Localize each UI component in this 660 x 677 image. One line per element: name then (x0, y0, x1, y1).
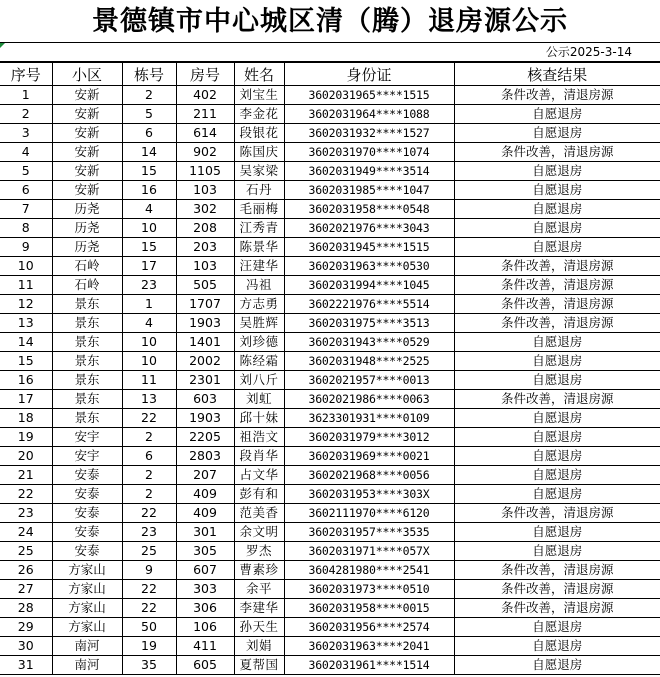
cell-index: 5 (0, 162, 52, 181)
cell-index: 26 (0, 561, 52, 580)
cell-community: 景东 (52, 371, 122, 390)
cell-index: 2 (0, 105, 52, 124)
table-row (0, 219, 660, 238)
cell-community: 安泰 (52, 504, 122, 523)
cell-result: 自愿退房 (454, 352, 660, 371)
cell-building: 6 (122, 124, 176, 143)
cell-building: 35 (122, 656, 176, 675)
table-row (0, 257, 660, 276)
cell-building: 15 (122, 238, 176, 257)
cell-id-number: 3602221976****5514 (284, 295, 454, 314)
cell-room: 1105 (176, 162, 234, 181)
cell-community: 历尧 (52, 200, 122, 219)
cell-room: 306 (176, 599, 234, 618)
header-index: 序号 (0, 63, 52, 86)
cell-name: 邱十妹 (234, 409, 284, 428)
cell-community: 安宇 (52, 428, 122, 447)
table-row (0, 390, 660, 409)
cell-result: 条件改善，清退房源 (454, 257, 660, 276)
cell-id-number: 3602031948****2525 (284, 352, 454, 371)
cell-room: 207 (176, 466, 234, 485)
cell-community: 景东 (52, 352, 122, 371)
cell-id-number: 3602031949****3514 (284, 162, 454, 181)
cell-room: 2002 (176, 352, 234, 371)
cell-community: 历尧 (52, 219, 122, 238)
cell-result: 条件改善，清退房源 (454, 295, 660, 314)
table-row (0, 200, 660, 219)
cell-community: 方家山 (52, 618, 122, 637)
cell-id-number: 3602021986****0063 (284, 390, 454, 409)
table-row (0, 428, 660, 447)
cell-community: 安新 (52, 124, 122, 143)
cell-index: 15 (0, 352, 52, 371)
cell-index: 3 (0, 124, 52, 143)
cell-community: 安泰 (52, 466, 122, 485)
cell-building: 4 (122, 200, 176, 219)
cell-id-number: 3602031963****2041 (284, 637, 454, 656)
cell-id-number: 3602031964****1088 (284, 105, 454, 124)
header-room: 房号 (176, 63, 234, 86)
cell-building: 2 (122, 485, 176, 504)
cell-room: 302 (176, 200, 234, 219)
cell-room: 411 (176, 637, 234, 656)
cell-room: 303 (176, 580, 234, 599)
cell-index: 11 (0, 276, 52, 295)
cell-building: 5 (122, 105, 176, 124)
cell-result: 自愿退房 (454, 105, 660, 124)
cell-name: 李金花 (234, 105, 284, 124)
table-row (0, 447, 660, 466)
table-row (0, 599, 660, 618)
table-row (0, 485, 660, 504)
cell-index: 8 (0, 219, 52, 238)
cell-index: 28 (0, 599, 52, 618)
cell-building: 6 (122, 447, 176, 466)
cell-result: 自愿退房 (454, 523, 660, 542)
cell-building: 10 (122, 333, 176, 352)
cell-name: 毛丽梅 (234, 200, 284, 219)
cell-building: 22 (122, 599, 176, 618)
cell-room: 301 (176, 523, 234, 542)
cell-result: 条件改善，清退房源 (454, 504, 660, 523)
cell-name: 余平 (234, 580, 284, 599)
table-row (0, 371, 660, 390)
cell-room: 2205 (176, 428, 234, 447)
cell-room: 203 (176, 238, 234, 257)
cell-room: 211 (176, 105, 234, 124)
cell-room: 902 (176, 143, 234, 162)
cell-result: 自愿退房 (454, 485, 660, 504)
header-row (0, 63, 660, 86)
cell-name: 罗杰 (234, 542, 284, 561)
cell-id-number: 3602031965****1515 (284, 86, 454, 105)
cell-index: 22 (0, 485, 52, 504)
cell-result: 自愿退房 (454, 409, 660, 428)
header-community: 小区 (52, 63, 122, 86)
cell-community: 安新 (52, 105, 122, 124)
cell-building: 23 (122, 276, 176, 295)
date-cell (0, 43, 660, 62)
cell-community: 景东 (52, 409, 122, 428)
cell-id-number: 3602031958****0015 (284, 599, 454, 618)
cell-id-number: 3623301931****0109 (284, 409, 454, 428)
cell-id-number: 3602031979****3012 (284, 428, 454, 447)
cell-building: 15 (122, 162, 176, 181)
cell-id-number: 3602031961****1514 (284, 656, 454, 675)
table-row (0, 637, 660, 656)
cell-name: 占文华 (234, 466, 284, 485)
cell-id-number: 3602031973****0510 (284, 580, 454, 599)
cell-result: 自愿退房 (454, 637, 660, 656)
cell-index: 9 (0, 238, 52, 257)
cell-result: 自愿退房 (454, 466, 660, 485)
table-row (0, 276, 660, 295)
cell-index: 7 (0, 200, 52, 219)
cell-room: 103 (176, 181, 234, 200)
cell-result: 自愿退房 (454, 618, 660, 637)
cell-community: 历尧 (52, 238, 122, 257)
cell-index: 19 (0, 428, 52, 447)
cell-index: 4 (0, 143, 52, 162)
cell-community: 方家山 (52, 580, 122, 599)
table-row (0, 124, 660, 143)
cell-index: 1 (0, 86, 52, 105)
cell-name: 陈景华 (234, 238, 284, 257)
cell-id-number: 3602031970****1074 (284, 143, 454, 162)
cell-name: 石丹 (234, 181, 284, 200)
cell-building: 10 (122, 219, 176, 238)
cell-building: 25 (122, 542, 176, 561)
cell-index: 30 (0, 637, 52, 656)
cell-name: 刘八斤 (234, 371, 284, 390)
cell-building: 1 (122, 295, 176, 314)
table-row (0, 143, 660, 162)
cell-result: 条件改善，清退房源 (454, 86, 660, 105)
cell-community: 景东 (52, 390, 122, 409)
cell-name: 刘娟 (234, 637, 284, 656)
cell-community: 安泰 (52, 542, 122, 561)
cell-community: 方家山 (52, 599, 122, 618)
cell-community: 景东 (52, 295, 122, 314)
table-row (0, 409, 660, 428)
cell-building: 22 (122, 504, 176, 523)
cell-name: 江秀青 (234, 219, 284, 238)
cell-room: 614 (176, 124, 234, 143)
cell-result: 自愿退房 (454, 238, 660, 257)
cell-result: 自愿退房 (454, 333, 660, 352)
table-row (0, 504, 660, 523)
cell-building: 19 (122, 637, 176, 656)
cell-result: 条件改善，清退房源 (454, 390, 660, 409)
cell-room: 1401 (176, 333, 234, 352)
cell-building: 11 (122, 371, 176, 390)
cell-community: 景东 (52, 314, 122, 333)
table-row (0, 580, 660, 599)
cell-index: 23 (0, 504, 52, 523)
cell-name: 冯祖 (234, 276, 284, 295)
cell-id-number: 3602031957****3535 (284, 523, 454, 542)
cell-indicator-mark (0, 43, 5, 48)
cell-id-number: 3602031971****057X (284, 542, 454, 561)
cell-name: 陈经霜 (234, 352, 284, 371)
cell-result: 自愿退房 (454, 124, 660, 143)
cell-index: 12 (0, 295, 52, 314)
cell-id-number: 3602031969****0021 (284, 447, 454, 466)
cell-name: 陈国庆 (234, 143, 284, 162)
cell-name: 段银花 (234, 124, 284, 143)
table-row (0, 162, 660, 181)
cell-building: 2 (122, 466, 176, 485)
cell-building: 14 (122, 143, 176, 162)
cell-name: 曹素珍 (234, 561, 284, 580)
cell-index: 18 (0, 409, 52, 428)
cell-room: 1903 (176, 409, 234, 428)
cell-result: 条件改善，清退房源 (454, 580, 660, 599)
cell-building: 17 (122, 257, 176, 276)
table-row (0, 523, 660, 542)
table-row (0, 542, 660, 561)
table-row (0, 561, 660, 580)
header-id-number: 身份证 (284, 63, 454, 86)
cell-index: 17 (0, 390, 52, 409)
cell-community: 南河 (52, 637, 122, 656)
cell-community: 安新 (52, 143, 122, 162)
header-building: 栋号 (122, 63, 176, 86)
cell-id-number: 3602031943****0529 (284, 333, 454, 352)
cell-name: 李建华 (234, 599, 284, 618)
cell-index: 21 (0, 466, 52, 485)
cell-index: 29 (0, 618, 52, 637)
cell-room: 1707 (176, 295, 234, 314)
cell-id-number: 3602111970****6120 (284, 504, 454, 523)
cell-building: 4 (122, 314, 176, 333)
cell-result: 自愿退房 (454, 542, 660, 561)
cell-name: 段肖华 (234, 447, 284, 466)
cell-id-number: 3602021968****0056 (284, 466, 454, 485)
table-row (0, 618, 660, 637)
cell-name: 夏帮国 (234, 656, 284, 675)
cell-community: 石岭 (52, 276, 122, 295)
cell-name: 汪建华 (234, 257, 284, 276)
cell-community: 南河 (52, 656, 122, 675)
cell-index: 31 (0, 656, 52, 675)
cell-room: 2301 (176, 371, 234, 390)
cell-id-number: 3602031945****1515 (284, 238, 454, 257)
cell-name: 吴家梁 (234, 162, 284, 181)
cell-id-number: 3602031953****303X (284, 485, 454, 504)
cell-result: 自愿退房 (454, 656, 660, 675)
cell-name: 吴胜辉 (234, 314, 284, 333)
table-row (0, 656, 660, 675)
cell-room: 2803 (176, 447, 234, 466)
cell-building: 2 (122, 428, 176, 447)
cell-room: 402 (176, 86, 234, 105)
cell-building: 16 (122, 181, 176, 200)
cell-building: 22 (122, 580, 176, 599)
cell-name: 余文明 (234, 523, 284, 542)
table-row (0, 238, 660, 257)
cell-result: 自愿退房 (454, 181, 660, 200)
cell-name: 彭有和 (234, 485, 284, 504)
cell-index: 6 (0, 181, 52, 200)
cell-result: 自愿退房 (454, 219, 660, 238)
cell-room: 208 (176, 219, 234, 238)
cell-result: 条件改善，清退房源 (454, 599, 660, 618)
cell-community: 安宇 (52, 447, 122, 466)
cell-community: 石岭 (52, 257, 122, 276)
table-row (0, 295, 660, 314)
cell-result: 自愿退房 (454, 371, 660, 390)
cell-id-number: 3604281980****2541 (284, 561, 454, 580)
table-row (0, 105, 660, 124)
cell-community: 安泰 (52, 485, 122, 504)
cell-room: 103 (176, 257, 234, 276)
cell-room: 505 (176, 276, 234, 295)
cell-index: 16 (0, 371, 52, 390)
table-row (0, 181, 660, 200)
cell-id-number: 3602021957****0013 (284, 371, 454, 390)
cell-index: 27 (0, 580, 52, 599)
cell-name: 方志勇 (234, 295, 284, 314)
cell-name: 刘宝生 (234, 86, 284, 105)
cell-name: 刘虹 (234, 390, 284, 409)
table-row (0, 352, 660, 371)
cell-name: 孙天生 (234, 618, 284, 637)
cell-id-number: 3602031994****1045 (284, 276, 454, 295)
cell-result: 自愿退房 (454, 200, 660, 219)
table-row (0, 86, 660, 105)
cell-id-number: 3602031956****2574 (284, 618, 454, 637)
cell-id-number: 3602031963****0530 (284, 257, 454, 276)
table-row (0, 466, 660, 485)
publish-date: 公示2025-3-14 (545, 45, 632, 59)
cell-community: 安新 (52, 162, 122, 181)
cell-community: 安泰 (52, 523, 122, 542)
table-row (0, 333, 660, 352)
cell-community: 安新 (52, 181, 122, 200)
page-title: 景德镇市中心城区清（腾）退房源公示 (0, 0, 660, 43)
cell-community: 方家山 (52, 561, 122, 580)
table-body (0, 86, 660, 675)
cell-result: 条件改善，清退房源 (454, 276, 660, 295)
cell-room: 106 (176, 618, 234, 637)
cell-community: 安新 (52, 86, 122, 105)
cell-result: 条件改善，清退房源 (454, 143, 660, 162)
cell-building: 50 (122, 618, 176, 637)
cell-building: 13 (122, 390, 176, 409)
cell-index: 10 (0, 257, 52, 276)
cell-id-number: 3602021976****3043 (284, 219, 454, 238)
header-result: 核查结果 (454, 63, 660, 86)
cell-id-number: 3602031932****1527 (284, 124, 454, 143)
cell-result: 自愿退房 (454, 162, 660, 181)
cell-room: 605 (176, 656, 234, 675)
cell-building: 22 (122, 409, 176, 428)
cell-result: 自愿退房 (454, 447, 660, 466)
cell-index: 14 (0, 333, 52, 352)
cell-index: 25 (0, 542, 52, 561)
cell-id-number: 3602031958****0548 (284, 200, 454, 219)
cell-index: 24 (0, 523, 52, 542)
cell-room: 603 (176, 390, 234, 409)
cell-result: 条件改善，清退房源 (454, 561, 660, 580)
cell-name: 范美香 (234, 504, 284, 523)
cell-room: 607 (176, 561, 234, 580)
cell-building: 2 (122, 86, 176, 105)
cell-index: 13 (0, 314, 52, 333)
table-row (0, 314, 660, 333)
cell-result: 自愿退房 (454, 428, 660, 447)
cell-name: 祖浩文 (234, 428, 284, 447)
cell-name: 刘珍德 (234, 333, 284, 352)
cell-building: 10 (122, 352, 176, 371)
cell-result: 条件改善，清退房源 (454, 314, 660, 333)
cell-index: 20 (0, 447, 52, 466)
cell-room: 1903 (176, 314, 234, 333)
housing-table (0, 62, 660, 675)
cell-id-number: 3602031975****3513 (284, 314, 454, 333)
cell-room: 305 (176, 542, 234, 561)
cell-building: 23 (122, 523, 176, 542)
cell-building: 9 (122, 561, 176, 580)
cell-id-number: 3602031985****1047 (284, 181, 454, 200)
header-name: 姓名 (234, 63, 284, 86)
cell-room: 409 (176, 504, 234, 523)
cell-room: 409 (176, 485, 234, 504)
cell-community: 景东 (52, 333, 122, 352)
